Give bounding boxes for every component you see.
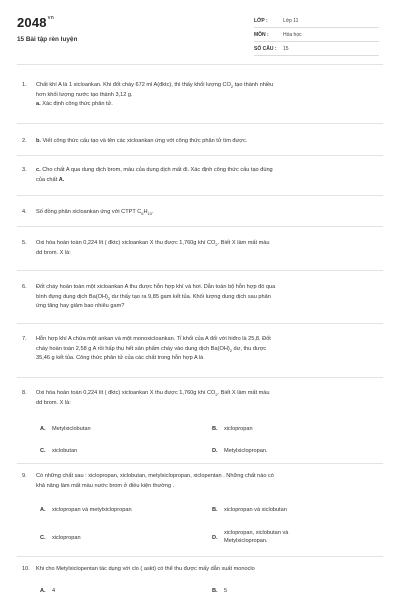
question-text: Số đồng phân xicloankan ứng với CTPT $C_6H_{10}$. — [36, 209, 154, 217]
question-count-label: SỐ CÂU : — [254, 46, 277, 52]
question-divider — [17, 377, 383, 378]
question-divider — [17, 226, 383, 227]
question-number: 4. — [22, 209, 27, 215]
question-number: 7. — [22, 336, 27, 342]
question-number: 10. — [22, 566, 30, 572]
question-divider — [17, 155, 383, 156]
question-number: 5. — [22, 240, 27, 246]
question-count-row — [254, 43, 379, 56]
question-text: Oxi hóa hoàn toàn 0,224 lít ( đktc) xicloankan X thu được 1,760g khí $CO_2$. Biết X làm mất màu dd brom. X là: — [36, 240, 270, 256]
question-divider — [17, 195, 383, 196]
class-label: LỚP : — [254, 18, 268, 24]
class-value: Lớp 11 — [283, 18, 299, 24]
subject-row — [254, 29, 379, 42]
question-divider — [17, 556, 383, 557]
question-text: c. Cho chất A qua dung dịch brom, màu của dung dịch mất đi. Xác định công thức cấu tạo đúng của chất A. — [36, 167, 273, 183]
question-count-value: 15 — [283, 46, 289, 52]
worksheet-page: $2048^{vn}$ 15 Bài tập rèn luyện LỚP : Lớp 11 MÔN : Hóa học SỐ CÂU : 15 1. Chất khí A là 1 xicloankan. Khi đốt cháy 672 ml A(đktc), thì thấy khối lượng $CO_2$ tạo thành nhiều hơn khối lượng nước tạo thành 3,12 g. a. Xác định công thức phân tử. 2. b. Viết công thức cấu tạo và tên các xicloankan ứng với công thức phân tử tìm được. 3. c. Cho chất A qua dung dịch brom, màu của dung dịch mất đi. Xác định công thức cấu tạo đúng của chất A. 4. Số đồng phân xicloankan ứng với CTPT $C_6H_{10}$. 5. Oxi hóa hoàn toàn 0,224 lít ( đktc) xicloankan X thu được 1,760g khí $CO_2$. Biết X làm mất màu dd brom. X là: 6. Đốt cháy hoàn toàn một xicloankan A thu được hỗn hợp khí và hơi. Dẫn toàn bộ hỗn hợp đó qua bình đựng dung dịch $Ba(OH)_2$ dư thấy tạo ra 9,85 gam kết tủa. Khối lượng dung dịch sau phản ứng tăng hay giảm bao nhiêu gam? 7. Hỗn hợp khí A chứa một ankan và một monoxicloankan. Tỉ khối của A đối với hiđro là 25,8. Đốt cháy hoàn toàn 2,58 g A rồi hấp thụ hết sản phẩm cháy vào dung dịch $Ba(OH)_2$ dư, thu được 35,46 g kết tủa. Công thức phân tử của các chất trong hỗn hợp A là 8. Oxi hóa hoàn toàn 0,224 lít ( đktc) xicloankan X thu được 1,760g khí $CO_2$. Biết X làm mất màu dd brom. X là: A. Metylxiclobutan B. xiclopropan C. xiclobutan D. Metylxiclopropan. 9. Có những chất sau : xiclopropan, xiclobutan, metylxiclopropan, xiclopentan . Những chất nào có khả năng làm mất màu nước brom ở điều kiện thường . A. xiclopropan và metylxiclopropan B. xiclopropan và xiclobutan C. xiclopropan D. xiclopropan, xiclobutan và Metylxiclopropan. 10. Khi cho Metylxiclopentan tác dụng với clo ( askt) có thể thu được mấy dẫn xuất monoclo A. 4 B. 5 — [0, 0, 400, 600]
question-divider — [17, 123, 383, 124]
site-logo[interactable] — [17, 15, 54, 30]
question-text: Đốt cháy hoàn toàn một xicloankan A thu được hỗn hợp khí và hơi. Dẫn toàn bộ hỗn hợp đó qua bình đựng dung dịch $Ba(OH)_2$ dư thấy tạo ra 9,85 gam kết tủa. Khối lượng dung dịch sau phản ứng tăng hay giảm bao nhiêu gam? — [36, 284, 276, 310]
question-number: 3. — [22, 167, 27, 173]
logo-text: 2048 — [17, 15, 47, 30]
subject-value: Hóa học — [283, 32, 302, 38]
question-number: 9. — [22, 473, 27, 479]
question-text: Khi cho Metylxiclopentan tác dụng với clo ( askt) có thể thu được mấy dẫn xuất monoclo — [36, 566, 255, 572]
question-text: b. Viết công thức cấu tạo và tên các xicloankan ứng với công thức phân tử tìm được. — [36, 138, 248, 144]
question-number: 8. — [22, 390, 27, 396]
question-text: Oxi hóa hoàn toàn 0,224 lít ( đktc) xicloankan X thu được 1,760g khí $CO_2$. Biết X làm mất màu dd brom. X là: — [36, 390, 270, 406]
header-divider — [17, 64, 383, 65]
question-text: Hỗn hợp khí A chứa một ankan và một monoxicloankan. Tỉ khối của A đối với hiđro là 25,8. Đốt cháy hoàn toàn 2,58 g A rồi hấp thụ hết sản phẩm cháy vào dung dịch $Ba(OH)_2$ dư, thu được 35,46 g kết tủa. Công thức phân tử của các chất trong hỗn hợp A là — [36, 336, 271, 362]
subject-label: MÔN : — [254, 32, 269, 38]
question-text: Có những chất sau : xiclopropan, xiclobutan, metylxiclopropan, xiclopentan . Những chất nào có khả năng làm mất màu nước brom ở điều kiện thường . — [36, 473, 274, 489]
question-text: Chất khí A là 1 xicloankan. Khi đốt cháy 672 ml A(đktc), thì thấy khối lượng $CO_2$ tạo thành nhiều hơn khối lượng nước tạo thành 3,12 g. a. Xác định công thức phân tử. — [36, 82, 274, 108]
question-divider — [17, 323, 383, 324]
page-title: 15 Bài tập rèn luyện — [17, 36, 78, 43]
question-number: 6. — [22, 284, 27, 290]
question-number: 2. — [22, 138, 27, 144]
question-divider — [17, 270, 383, 271]
question-divider — [17, 463, 383, 464]
question-number: 1. — [22, 82, 27, 88]
class-row — [254, 15, 379, 28]
logo-suffix: vn — [47, 15, 54, 21]
